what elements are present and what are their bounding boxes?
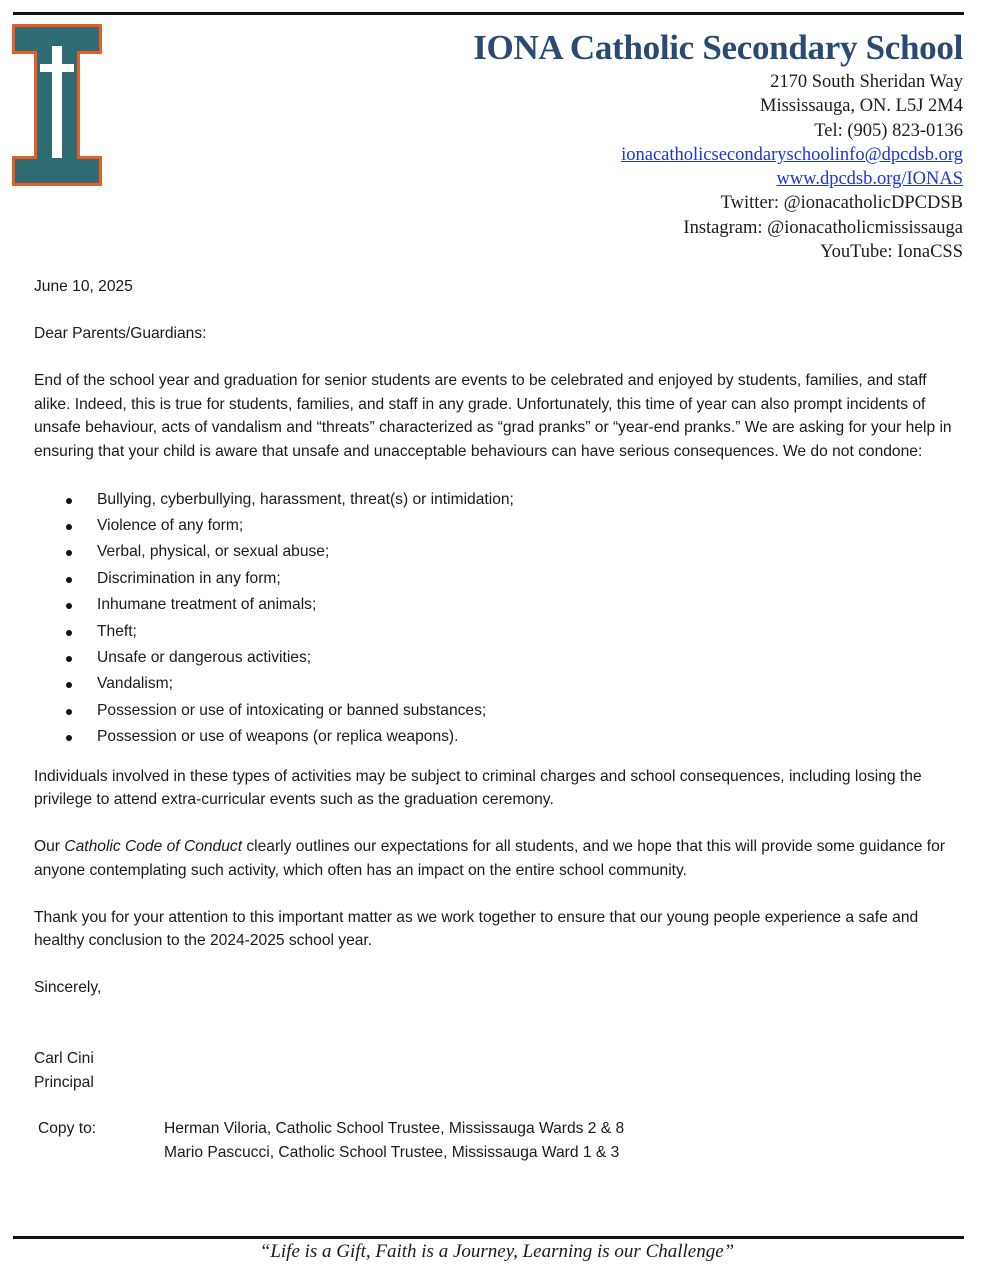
code-of-conduct-paragraph [34,835,964,882]
code-of-conduct-title: Catholic Code of Conduct [64,838,243,856]
list-item: Verbal, physical, or sexual abuse; [34,539,964,565]
signer-name: Carl Cini [34,1050,94,1068]
school-name: IONA Catholic Secondary School [473,28,963,67]
footer-motto: “Life is a Gift, Faith is a Journey, Learning is our Challenge” [259,1241,735,1262]
phone-number: Tel: (905) 823-0136 [814,120,963,141]
address-line-2: Mississauga, ON. L5J 2M4 [760,96,963,117]
iona-logo-icon [12,24,102,186]
code-prefix: Our [34,838,65,856]
youtube-handle: YouTube: IonaCSS [820,242,963,263]
copy-to-label: Copy to: [38,1120,97,1138]
list-item: Discrimination in any form; [34,566,964,592]
letter-date: June 10, 2025 [34,278,133,295]
list-item: Possession or use of weapons (or replica weapons). [34,724,964,750]
list-item: Theft; [34,619,964,645]
behaviour-list [34,487,964,751]
list-item: Inhumane treatment of animals; [34,592,964,618]
closing: Sincerely, [34,979,102,997]
signer-title: Principal [34,1073,94,1091]
top-rule [13,12,964,15]
copy-to-recipients [164,1117,624,1164]
signature-space [34,1023,964,1047]
letter-body [34,275,964,1164]
twitter-handle: Twitter: @ionacatholicDPCDSB [720,193,963,214]
logo-cross-vertical [52,46,62,158]
instagram-handle: Instagram: @ionacatholicmississauga [683,217,963,238]
copy-recipient: Mario Pascucci, Catholic School Trustee, Mississauga Ward 1 & 3 [164,1143,620,1161]
email-link[interactable]: ionacatholicsecondaryschoolinfo@dpcdsb.org [621,144,963,165]
intro-paragraph: End of the school year and graduation for senior students are events to be celebrated and enjoyed by students, families, and staff alike. Indeed, this is true for students, families, and staff in any grade. Unfortunately, this time of year can also prompt incidents of unsafe behaviour, acts of vandalism and “threats” characterized as “grad pranks” or “year-end pranks.” We are asking for your help in ensuring that your child is aware that unsafe and unacceptable behaviours can have serious consequences. We do not condone: [34,372,952,460]
list-item: Vandalism; [34,671,964,697]
code-rest: clearly outlines our expectations for all students, and we hope that this will provide some guidance for anyone contemplating such activity, which often has an impact on the entire school community. [34,838,946,879]
copy-to-block [34,1117,964,1164]
letterhead [473,26,963,264]
list-item: Unsafe or dangerous activities; [34,645,964,671]
thanks-paragraph: Thank you for your attention to this important matter as we work together to ensure that our young people experience a safe and healthy conclusion to the 2024-2025 school year. [34,908,919,950]
list-item: Bullying, cyberbullying, harassment, threat(s) or intimidation; [34,487,964,513]
copy-recipient: Herman Viloria, Catholic School Trustee, Mississauga Wards 2 & 8 [164,1120,625,1138]
website-link[interactable]: www.dpcdsb.org/IONAS [776,169,963,190]
address-line-1: 2170 South Sheridan Way [770,72,963,92]
logo-cross-horizontal [40,64,74,72]
salutation: Dear Parents/Guardians: [34,325,207,342]
consequences-paragraph: Individuals involved in these types of activities may be subject to criminal charges and school consequences, including losing the privilege to attend extra-curricular events such as the graduation ceremony. [34,767,922,809]
list-item: Possession or use of intoxicating or banned substances; [34,698,964,724]
list-item: Violence of any form; [34,513,964,539]
